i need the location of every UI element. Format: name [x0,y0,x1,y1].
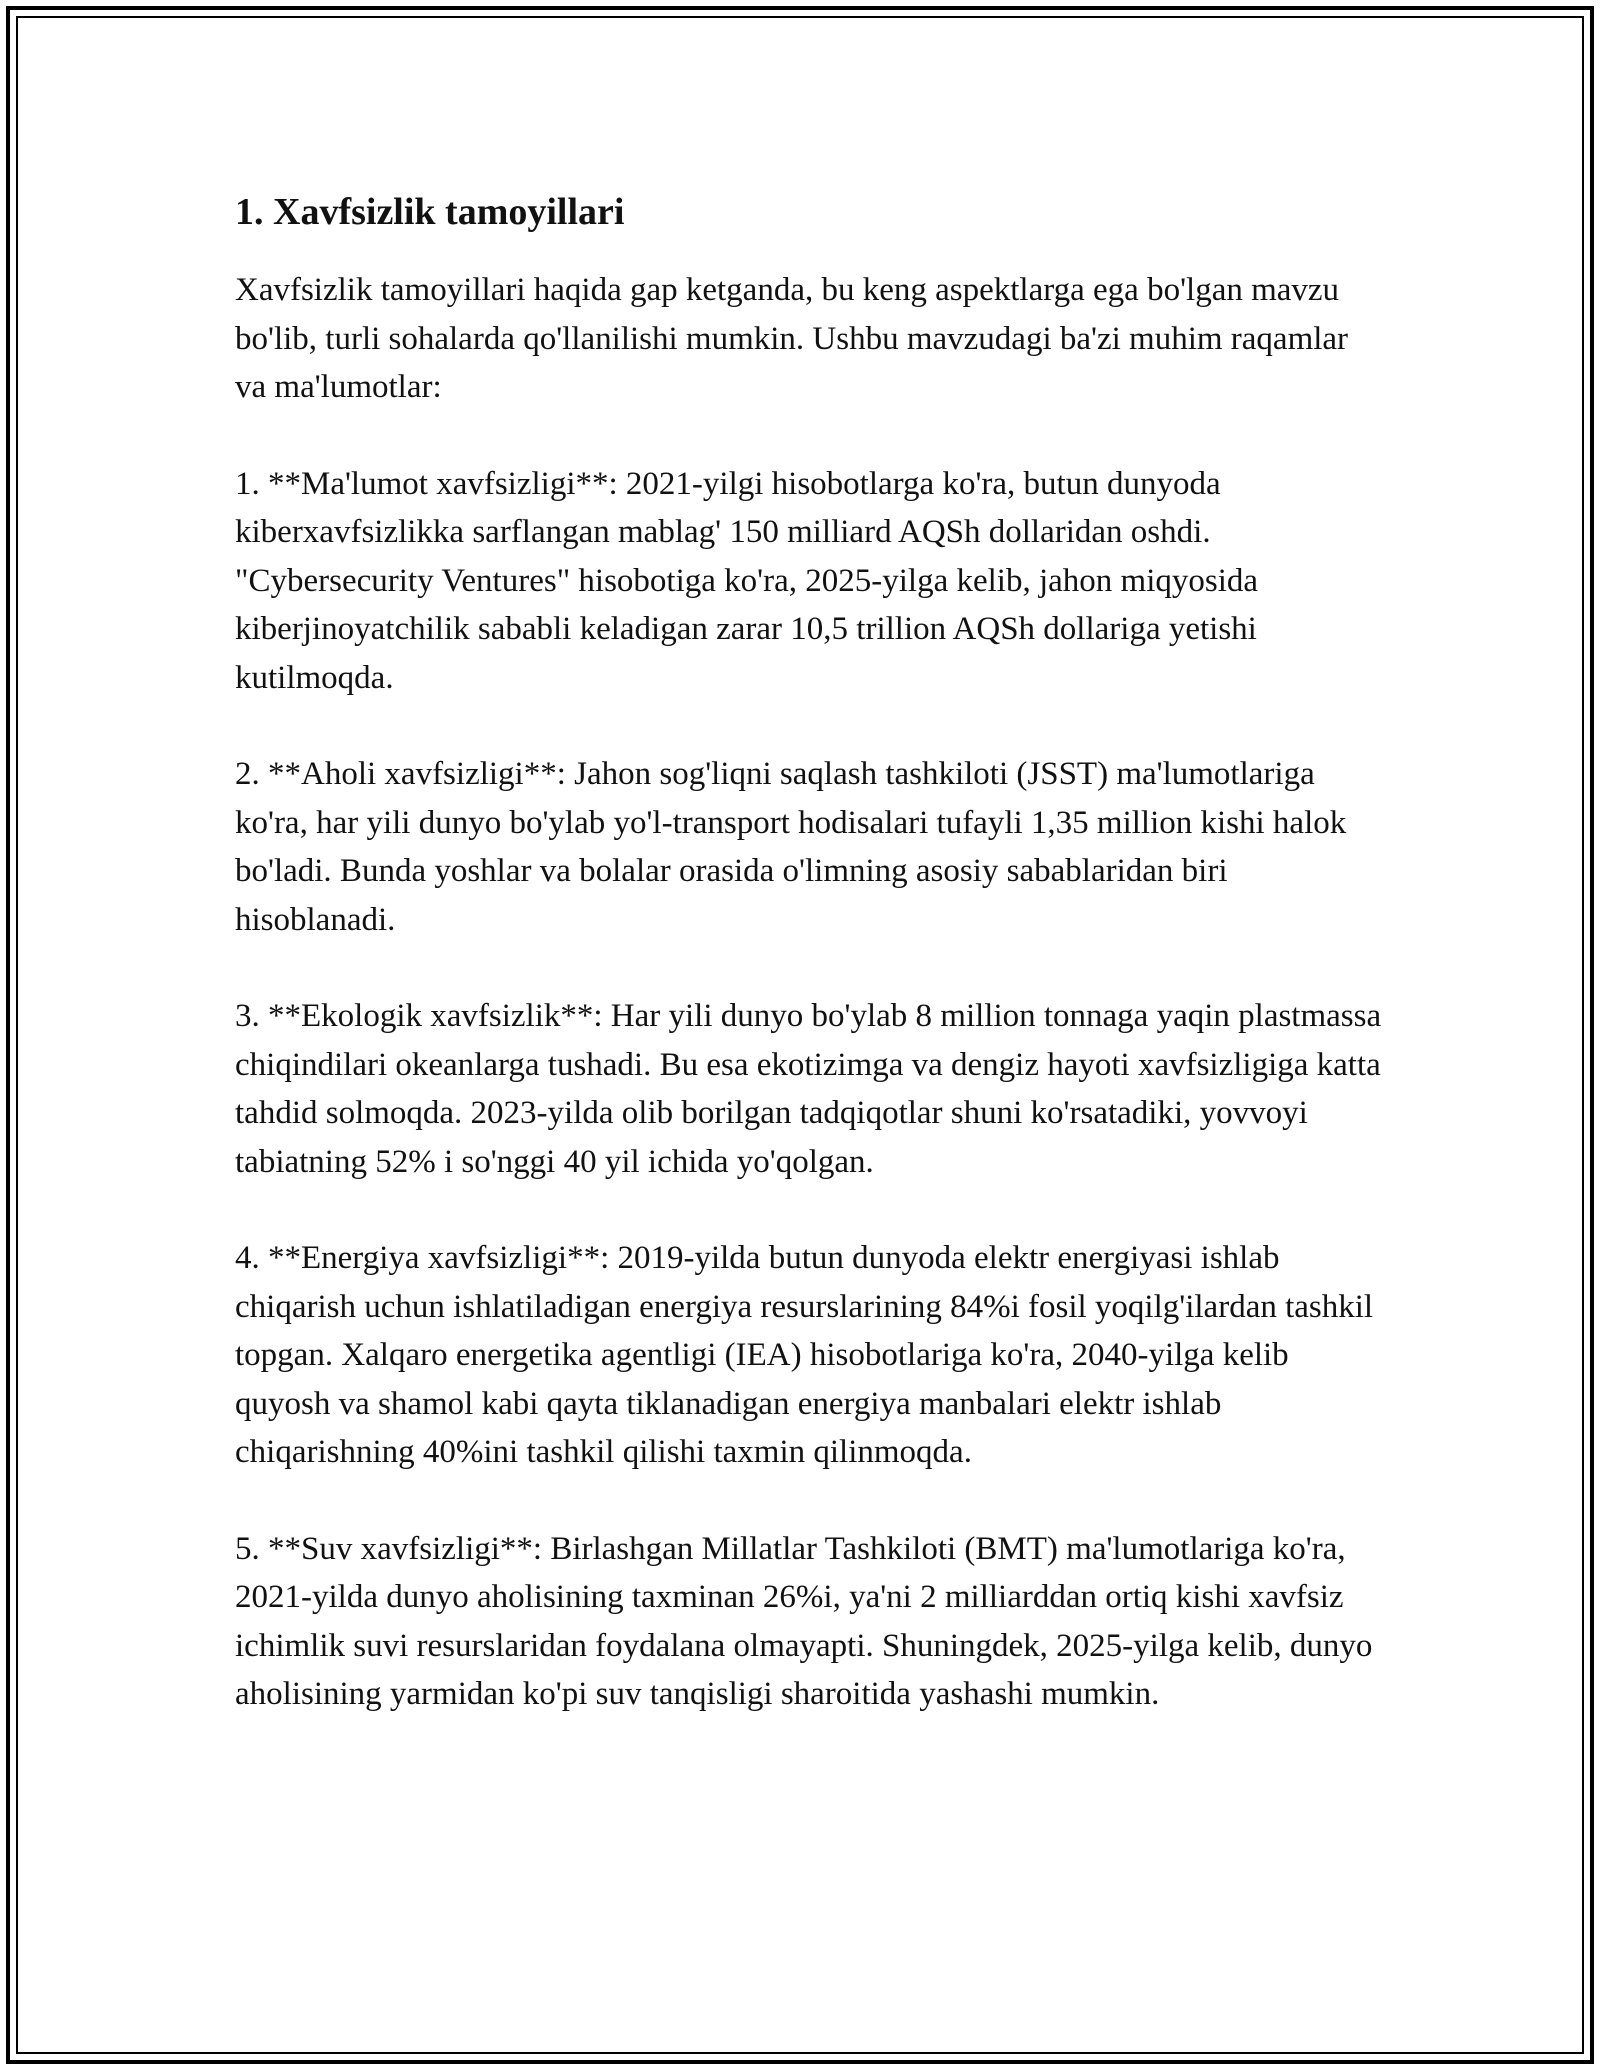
intro-paragraph: Xavfsizlik tamoyillari haqida gap ketganda, bu keng aspektlarga ega bo'lgan mavzu bo'lib, turli sohalarda qo'llanilishi mumkin. Ushbu mavzudagi ba'zi muhim raqamlar va ma'lumotlar: [235,272,1349,405]
section-heading: 1. Xavfsizlik tamoyillari [235,191,625,233]
paragraph-water-security: 5. **Suv xavfsizligi**: Birlashgan Millatlar Tashkiloti (BMT) ma'lumotlariga ko'ra, 2021-yilda dunyo aholisining taxminan 26%i, ya'ni 2 milliarddan ortiq kishi xavfsiz ichimlik suvi resurslaridan foydalana olmayapti. Shuningdek, 2025-yilga kelib, dunyo aholisining yarmidan ko'pi suv tanqisligi sharoitida yashashi mumkin. [235,1530,1373,1712]
paragraph-ecological-safety: 3. **Ekologik xavfsizlik**: Har yili dunyo bo'ylab 8 million tonnaga yaqin plastmassa chiqindilari okeanlarga tushadi. Bu esa ekotizimga va dengiz hayoti xavfsizligiga katta tahdid solmoqda. 2023-yilda olib borilgan tadqiqotlar shuni ko'rsatadiki, yovvoyi tabiatning 52% i so'nggi 40 yil ichida yo'qolgan. [235,998,1382,1180]
document-body [235,186,1385,1767]
paragraph-population-safety: 2. **Aholi xavfsizligi**: Jahon sog'liqni saqlash tashkiloti (JSST) ma'lumotlariga ko'ra, har yili dunyo bo'ylab yo'l-transport hodisalari tufayli 1,35 million kishi halok bo'ladi. Bunda yoshlar va bolalar orasida o'limning asosiy sabablaridan biri hisoblanadi. [235,756,1347,938]
paragraph-energy-security: 4. **Energiya xavfsizligi**: 2019-yilda butun dunyoda elektr energiyasi ishlab chiqarish uchun ishlatiladigan energiya resurslarining 84%i fosil yoqilg'ilardan tashkil topgan. Xalqaro energetika agentligi (IEA) hisobotlariga ko'ra, 2040-yilga kelib quyosh va shamol kabi qayta tiklanadigan energiya manbalari elektr ishlab chiqarishning 40%ini tashkil qilishi taxmin qilinmoqda. [235,1240,1374,1470]
paragraph-information-security: 1. **Ma'lumot xavfsizligi**: 2021-yilgi hisobotlarga ko'ra, butun dunyoda kiberxavfsizlikka sarflangan mablag' 150 milliard AQSh dollaridan oshdi. "Cybersecurity Ventures" hisobotiga ko'ra, 2025-yilga kelib, jahon miqyosida kiberjinoyatchilik sababli keladigan zarar 10,5 trillion AQSh dollariga yetishi kutilmoqda. [235,465,1259,696]
